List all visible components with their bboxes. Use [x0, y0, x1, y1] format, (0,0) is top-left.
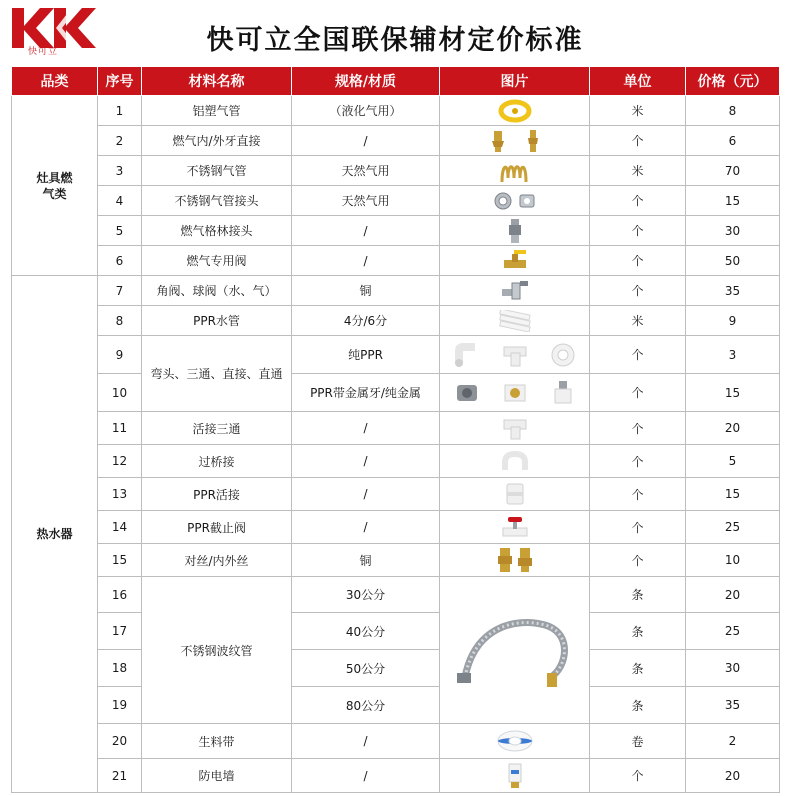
anti-shock-wall-icon	[505, 762, 525, 790]
table-row	[12, 445, 780, 478]
row-price: 20	[686, 759, 780, 793]
row-unit: 条	[590, 613, 686, 650]
row-no: 13	[98, 478, 142, 511]
ptfe-tape-icon	[495, 728, 535, 754]
row-name: 铝塑气管	[142, 96, 292, 126]
row-unit: 个	[590, 511, 686, 544]
ppr-elbow-tee-icon	[501, 341, 529, 369]
row-price: 20	[686, 577, 780, 613]
row-spec: 铜	[292, 544, 440, 577]
category-label: 热水器	[36, 527, 73, 541]
row-name: PPR截止阀	[142, 511, 292, 544]
row-price: 30	[686, 216, 780, 246]
row-no: 11	[98, 412, 142, 445]
row-spec: 50公分	[292, 650, 440, 687]
angle-valve-icon	[500, 279, 530, 303]
row-picture	[440, 276, 590, 306]
row-unit: 条	[590, 687, 686, 724]
row-price: 15	[686, 186, 780, 216]
row-picture	[440, 544, 590, 577]
row-picture	[440, 186, 590, 216]
braided-hose-icon	[455, 607, 575, 693]
row-no: 21	[98, 759, 142, 793]
table-row	[12, 276, 780, 306]
row-unit: 个	[590, 412, 686, 445]
table-row	[12, 216, 780, 246]
col-header-price: 价格（元）	[686, 67, 780, 96]
row-no: 6	[98, 246, 142, 276]
row-picture	[440, 445, 590, 478]
row-no: 10	[98, 374, 142, 412]
row-no: 12	[98, 445, 142, 478]
table-row	[12, 650, 780, 687]
page-title: 快可立全国联保辅材定价标准	[206, 25, 584, 56]
table-header-row	[12, 67, 780, 96]
row-price: 50	[686, 246, 780, 276]
row-spec: 天然气用	[292, 186, 440, 216]
row-spec: 4分/6分	[292, 306, 440, 336]
row-price: 35	[686, 687, 780, 724]
row-name: 不锈钢气管接头	[142, 186, 292, 216]
row-no: 7	[98, 276, 142, 306]
row-name: 生料带	[142, 724, 292, 759]
gas-valve-icon	[500, 248, 530, 274]
row-no: 3	[98, 156, 142, 186]
table-row	[12, 246, 780, 276]
row-no: 1	[98, 96, 142, 126]
col-header-no: 序号	[98, 67, 142, 96]
row-spec: /	[292, 412, 440, 445]
row-price: 5	[686, 445, 780, 478]
row-no: 20	[98, 724, 142, 759]
stop-valve-icon	[501, 514, 529, 540]
row-picture	[440, 577, 590, 724]
page-header	[0, 0, 790, 66]
pipe-connector-icon	[493, 191, 513, 211]
col-header-unit: 单位	[590, 67, 686, 96]
col-header-spec: 规格/材质	[292, 67, 440, 96]
row-no: 16	[98, 577, 142, 613]
row-picture	[440, 126, 590, 156]
category-water-heater	[12, 276, 98, 793]
row-picture	[440, 374, 590, 412]
table-row	[12, 577, 780, 613]
row-picture	[440, 246, 590, 276]
row-spec: /	[292, 724, 440, 759]
table-row	[12, 336, 780, 374]
row-picture	[440, 478, 590, 511]
row-unit: 米	[590, 96, 686, 126]
ppr-union-icon	[502, 481, 528, 507]
row-unit: 个	[590, 126, 686, 156]
row-spec: 天然气用	[292, 156, 440, 186]
table-row	[12, 544, 780, 577]
row-picture	[440, 759, 590, 793]
row-no: 9	[98, 336, 142, 374]
row-price: 15	[686, 478, 780, 511]
row-price: 3	[686, 336, 780, 374]
row-unit: 条	[590, 650, 686, 687]
row-no: 19	[98, 687, 142, 724]
row-spec: 铜	[292, 276, 440, 306]
brass-nipple-icon	[517, 546, 533, 574]
row-picture	[440, 412, 590, 445]
row-no: 4	[98, 186, 142, 216]
row-price: 6	[686, 126, 780, 156]
price-table	[11, 66, 780, 793]
row-price: 70	[686, 156, 780, 186]
row-spec: /	[292, 216, 440, 246]
row-spec: PPR带金属牙/纯金属	[292, 374, 440, 412]
row-spec: 30公分	[292, 577, 440, 613]
row-unit: 个	[590, 216, 686, 246]
row-unit: 个	[590, 336, 686, 374]
yellow-gas-hose-icon	[498, 99, 532, 123]
metal-thread-fitting-icon	[453, 379, 481, 407]
table-row	[12, 186, 780, 216]
row-name: PPR水管	[142, 306, 292, 336]
row-no: 14	[98, 511, 142, 544]
row-price: 10	[686, 544, 780, 577]
row-name: 活接三通	[142, 412, 292, 445]
row-price: 20	[686, 412, 780, 445]
brass-nipple-icon	[497, 546, 513, 574]
bridge-bend-icon	[501, 448, 529, 474]
row-price: 25	[686, 613, 780, 650]
table-row	[12, 96, 780, 126]
table-row	[12, 126, 780, 156]
row-price: 2	[686, 724, 780, 759]
row-unit: 条	[590, 577, 686, 613]
row-unit: 个	[590, 186, 686, 216]
row-unit: 个	[590, 445, 686, 478]
row-unit: 个	[590, 544, 686, 577]
row-unit: 米	[590, 156, 686, 186]
table-row	[12, 412, 780, 445]
row-name: PPR活接	[142, 478, 292, 511]
row-no: 2	[98, 126, 142, 156]
row-price: 35	[686, 276, 780, 306]
row-no: 17	[98, 613, 142, 650]
ppr-elbow-tee-icon	[549, 341, 577, 369]
row-spec: （液化气用）	[292, 96, 440, 126]
category-stove-gas	[12, 96, 98, 276]
row-spec: /	[292, 759, 440, 793]
row-price: 30	[686, 650, 780, 687]
row-picture	[440, 724, 590, 759]
row-unit: 个	[590, 246, 686, 276]
row-unit: 个	[590, 478, 686, 511]
row-spec: 40公分	[292, 613, 440, 650]
row-name: 燃气专用阀	[142, 246, 292, 276]
table-row	[12, 724, 780, 759]
metal-thread-fitting-icon	[501, 379, 529, 407]
row-no: 5	[98, 216, 142, 246]
row-spec: /	[292, 511, 440, 544]
table-row	[12, 306, 780, 336]
row-no: 15	[98, 544, 142, 577]
row-picture	[440, 156, 590, 186]
row-no: 18	[98, 650, 142, 687]
category-label: 灶具燃气类	[36, 170, 73, 201]
green-connector-icon	[508, 218, 522, 244]
ppr-pipe-icon	[498, 310, 532, 332]
row-name: 角阀、球阀（水、气）	[142, 276, 292, 306]
row-picture	[440, 96, 590, 126]
row-unit: 卷	[590, 724, 686, 759]
row-spec: /	[292, 126, 440, 156]
row-name: 燃气内/外牙直接	[142, 126, 292, 156]
pipe-connector-icon	[517, 191, 537, 211]
row-picture	[440, 306, 590, 336]
brass-fitting-icon	[490, 129, 506, 153]
table-row	[12, 511, 780, 544]
ppr-elbow-tee-icon	[453, 341, 481, 369]
row-spec: 80公分	[292, 687, 440, 724]
row-price: 8	[686, 96, 780, 126]
metal-thread-fitting-icon	[549, 379, 577, 407]
row-unit: 个	[590, 759, 686, 793]
table-row	[12, 687, 780, 724]
row-unit: 个	[590, 374, 686, 412]
row-name: 过桥接	[142, 445, 292, 478]
row-picture	[440, 216, 590, 246]
table-row	[12, 478, 780, 511]
row-spec: 纯PPR	[292, 336, 440, 374]
union-tee-icon	[501, 415, 529, 441]
row-name: 不锈钢波纹管	[142, 577, 292, 724]
row-name: 防电墙	[142, 759, 292, 793]
logo-subtext: 快可立	[28, 47, 59, 57]
col-header-category: 品类	[12, 67, 98, 96]
row-name: 燃气格林接头	[142, 216, 292, 246]
row-picture	[440, 336, 590, 374]
row-unit: 个	[590, 276, 686, 306]
table-row	[12, 374, 780, 412]
row-unit: 米	[590, 306, 686, 336]
col-header-name: 材料名称	[142, 67, 292, 96]
row-spec: /	[292, 246, 440, 276]
row-price: 15	[686, 374, 780, 412]
row-name: 对丝/内外丝	[142, 544, 292, 577]
table-row	[12, 759, 780, 793]
col-header-picture: 图片	[440, 67, 590, 96]
row-picture	[440, 511, 590, 544]
row-name: 弯头、三通、直接、直通	[142, 336, 292, 412]
table-row	[12, 156, 780, 186]
row-no: 8	[98, 306, 142, 336]
row-spec: /	[292, 445, 440, 478]
row-price: 9	[686, 306, 780, 336]
row-spec: /	[292, 478, 440, 511]
row-name: 不锈钢气管	[142, 156, 292, 186]
table-row	[12, 613, 780, 650]
corrugated-pipe-icon	[498, 158, 532, 184]
row-price: 25	[686, 511, 780, 544]
brass-fitting-icon	[526, 129, 540, 153]
